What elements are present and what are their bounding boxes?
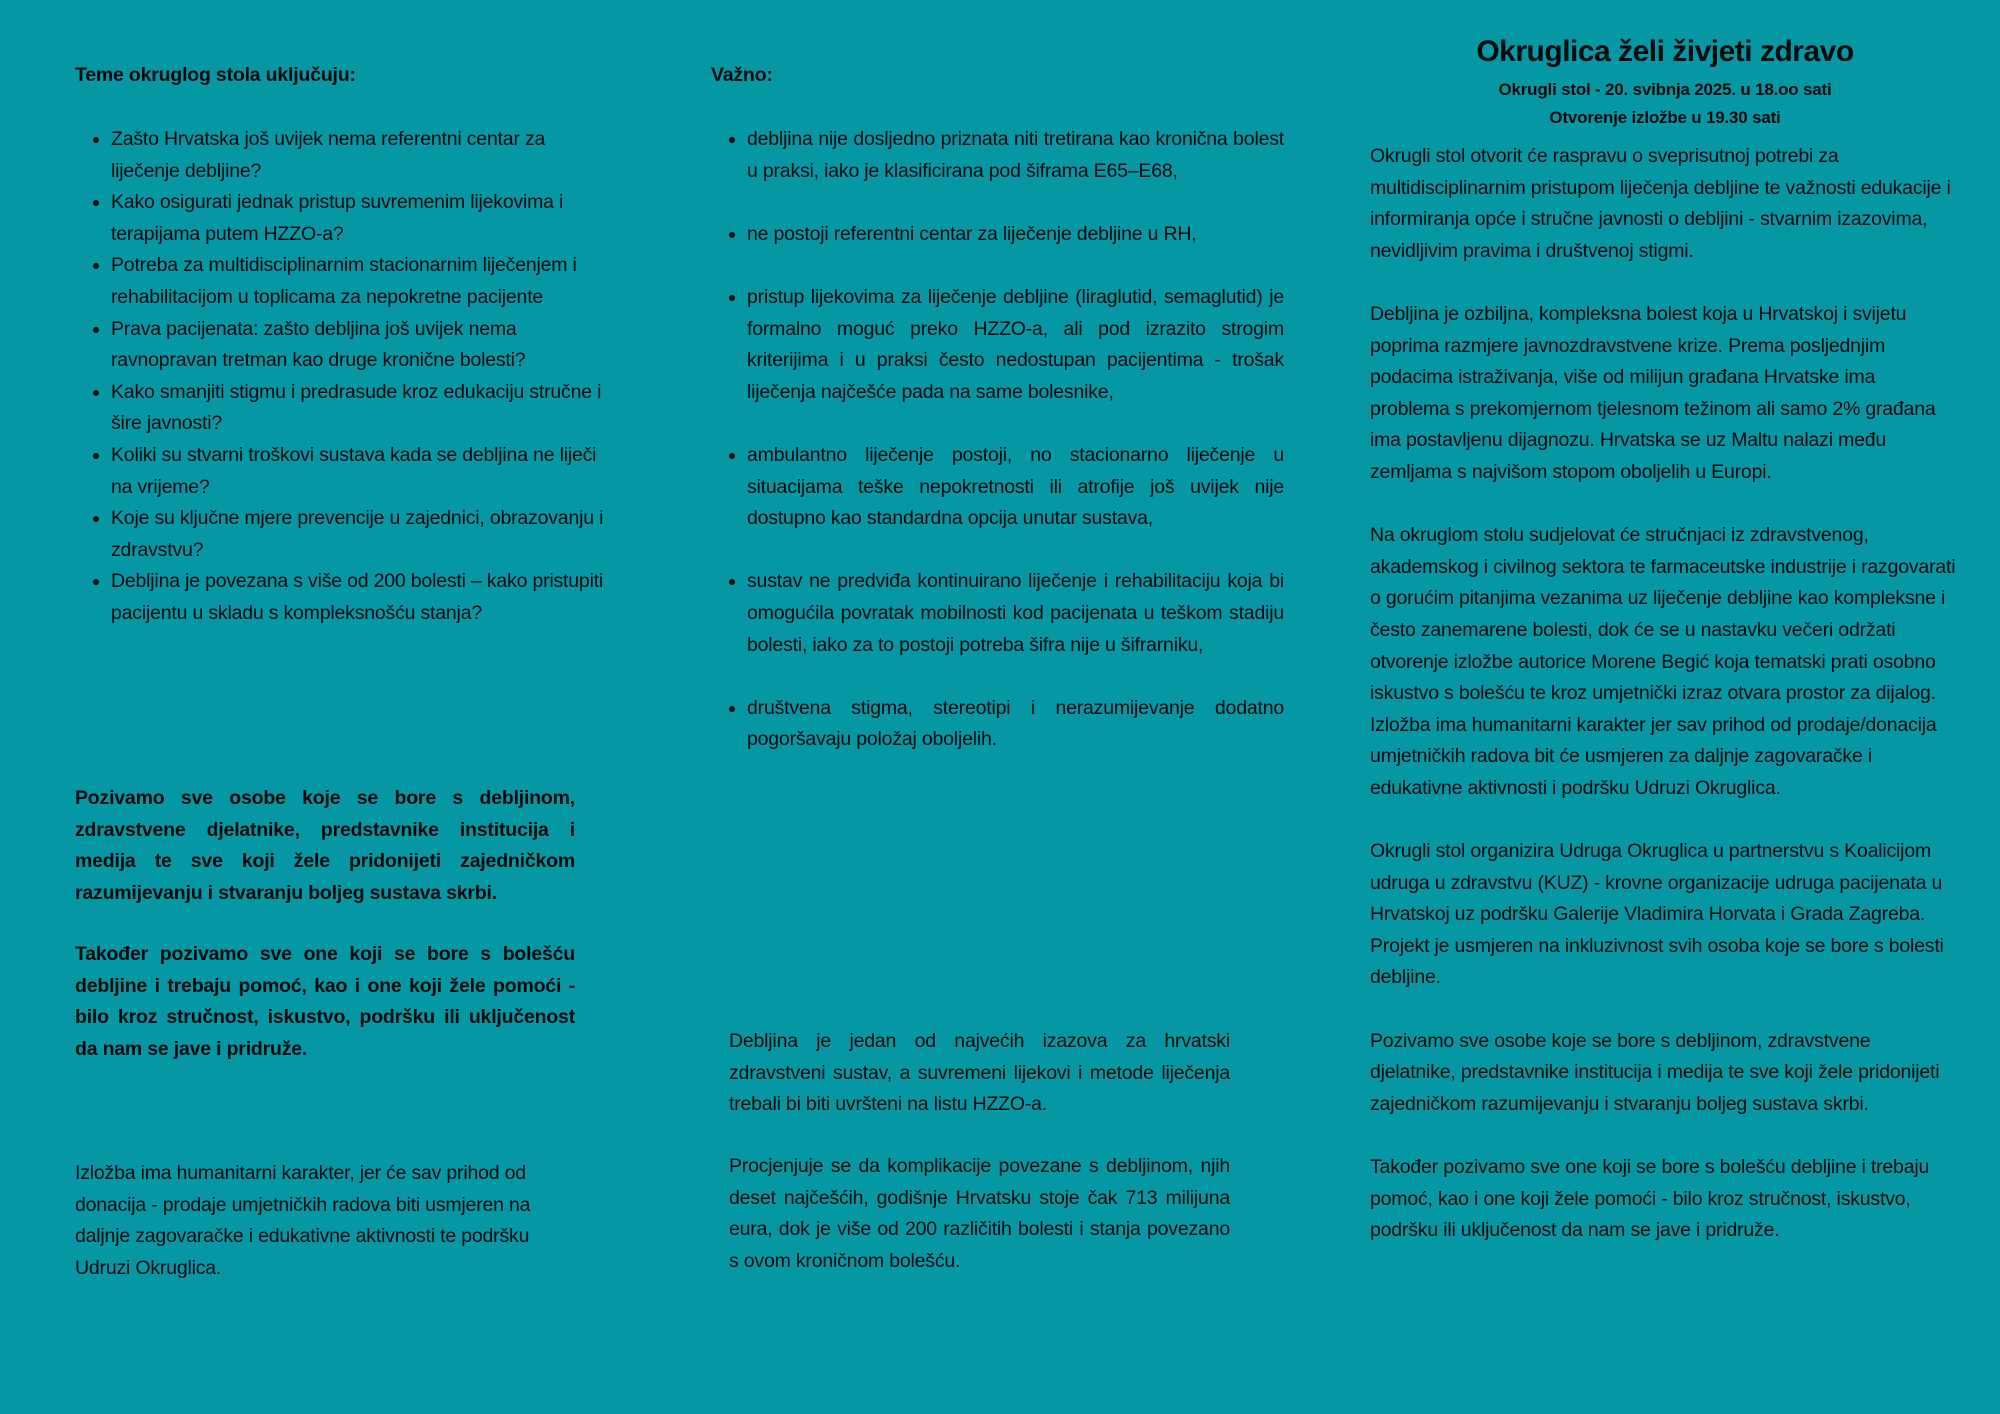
important-list [711,124,1284,787]
list-item: • ne postoji referentni centar za liječenje debljine u RH, [747,219,1284,251]
topics-list [75,124,611,630]
help-invite-paragraph: Također pozivamo sve one koji se bore s bolešću debljine i trebaju pomoć, kao i one koji žele pomoći - bilo kroz stručnost, iskustvo, podršku ili uključenost da nam se jave i pridruže. [75,943,575,1060]
healthcare-challenge-paragraph: Debljina je jedan od najvećih izazova za hrvatski zdravstveni sustav, a suvremeni lijekovi i metode liječenja trebali bi biti uvršteni na listu HZZO-a. [729,1030,1230,1116]
list-item: • debljina nije dosljedno priznata niti tretirana kao kronična bolest u praksi, iako je klasificirana pod šiframa E65–E68, [747,124,1284,187]
paragraph: Debljina je ozbiljna, kompleksna bolest koja u Hrvatskoj i svijetu poprima razmjere javnozdravstvene krize. Prema posljednjim podacima istraživanja, više od milijun građana Hrvatske ima problema s prekomjernom tjelesnom težinom ali samo 2% građana ima postavljenu dijagnozu. Hrvatska se uz Maltu nalazi među zemljama s najvišom stopom oboljelih u Europi. [1370,302,1936,483]
list-item: • Koliki su stvarni troškovi sustava kada se debljina ne liječi na vrijeme? [111,440,611,503]
list-item: • Potreba za multidisciplinarnim stacionarnim liječenjem i rehabilitacijom u toplicama za nepokretne pacijente [111,250,611,313]
paragraph: Na okruglom stolu sudjelovat će stručnjaci iz zdravstvenog, akademskog i civilnog sektora te farmaceutske industrije i razgovarati o gorućim pitanjima vezanima uz liječenje debljine kao kompleksne i često zanemarene bolesti, dok će se u nastavku večeri održati otvorenje izložbe autorice Morene Begić koja tematski prati osobno iskustvo s bolešću te kroz umjetnički izraz otvara prostor za dijalog. Izložba ima humanitarni karakter jer sav prihod od prodaje/donacija umjetničkih radova bit će usmjeren za daljnje zagovaračke i edukativne aktivnosti i podršku Udruzi Okruglica. [1370,524,1956,799]
exhibition-paragraph: Izložba ima humanitarni karakter, jer će sav prihod od donacija - prodaje umjetničkih radova biti usmjeren na daljnje zagovaračke i edukativne aktivnosti te podršku Udruzi Okruglica. [75,1162,531,1279]
list-item: • Prava pacijenata: zašto debljina još uvijek nema ravnopravan tretman kao druge kronične bolesti? [111,314,611,377]
invite-paragraph: Pozivamo sve osobe koje se bore s debljinom, zdravstvene djelatnike, predstavnike institucija i medija te sve koji žele pridonijeti zajedničkom razumijevanju i stvaranju boljeg sustava skrbi. [75,787,575,904]
list-item: • Zašto Hrvatska još uvijek nema referentni centar za liječenje debljine? [111,124,611,187]
list-item: • Kako smanjiti stigmu i predrasude kroz edukaciju stručne i šire javnosti? [111,377,611,440]
list-item: • društvena stigma, stereotipi i nerazumijevanje dodatno pogoršavaju položaj oboljelih. [747,693,1284,756]
list-item: • Debljina je povezana s više od 200 bolesti – kako pristupiti pacijentu u skladu s kompleksnošću stanja? [111,566,611,629]
paragraph: Okrugli stol otvorit će raspravu o sveprisutnoj potrebi za multidisciplinarnim pristupom liječenja debljine te važnosti edukacije i informiranja opće i stručne javnosti o debljini - stvarnim izazovima, nevidljivim pravima i društvenoj stigmi. [1370,145,1951,262]
cost-paragraph: Procjenjuje se da komplikacije povezane s debljinom, njih deset najčešćih, godišnje Hrvatsku stoje čak 713 milijuna eura, dok je više od 200 različitih bolesti i stanja povezano s ovom kroničnom bolešću. [729,1155,1230,1272]
list-item: • Kako osigurati jednak pristup suvremenim lijekovima i terapijama putem HZZO-a? [111,187,611,250]
list-item: • Koje su ključne mjere prevencije u zajednici, obrazovanju i zdravstvu? [111,503,611,566]
page-title: Okruglica želi živjeti zdravo [1476,35,1854,68]
event-date: Okrugli stol - 20. svibnja 2025. u 18.oo sati [1498,80,1832,99]
list-item: • sustav ne predviđa kontinuirano liječenje i rehabilitaciju koja bi omogućila povratak mobilnosti kod pacijenata u teškom stadiju bolesti, iako za to postoji potreba šifra nije u šifrarniku, [747,566,1284,661]
topics-heading: Teme okruglog stola uključuju: [75,64,356,86]
paragraph: Okrugli stol organizira Udruga Okruglica u partnerstvu s Koalicijom udruga u zdravstvu (KUZ) - krovne organizacije udruga pacijenata u Hrvatskoj uz podršku Galerije Vladimira Horvata i Grada Zagreba. Projekt je usmjeren na inkluzivnost svih osoba koje se bore s bolesti debljine. [1370,840,1944,989]
important-heading: Važno: [711,64,773,86]
paragraph: Pozivamo sve osobe koje se bore s debljinom, zdravstvene djelatnike, predstavnike institucija i medija te sve koji žele pridonijeti zajedničkom razumijevanju i stvaranju boljeg sustava skrbi. [1370,1029,1940,1115]
list-item: • ambulantno liječenje postoji, no stacionarno liječenje u situacijama teške nepokretnosti ili atrofije još uvijek nije dostupno kao standardna opcija unutar sustava, [747,440,1284,535]
exhibition-time: Otvorenje izložbe u 19.30 sati [1549,108,1781,127]
paragraph: Također pozivamo sve one koji se bore s bolešću debljine i trebaju pomoć, kao i one koji žele pomoći - bilo kroz stručnost, iskustvo, podršku ili uključenost da nam se jave i pridruže. [1370,1156,1930,1242]
list-item: • pristup lijekovima za liječenje debljine (liraglutid, semaglutid) je formalno moguć preko HZZO-a, ali pod izrazito strogim kriterijima i u praksi često nedostupan pacijentima - trošak liječenja najčešće pada na same bolesnike, [747,282,1284,408]
description [1370,141,1958,1278]
